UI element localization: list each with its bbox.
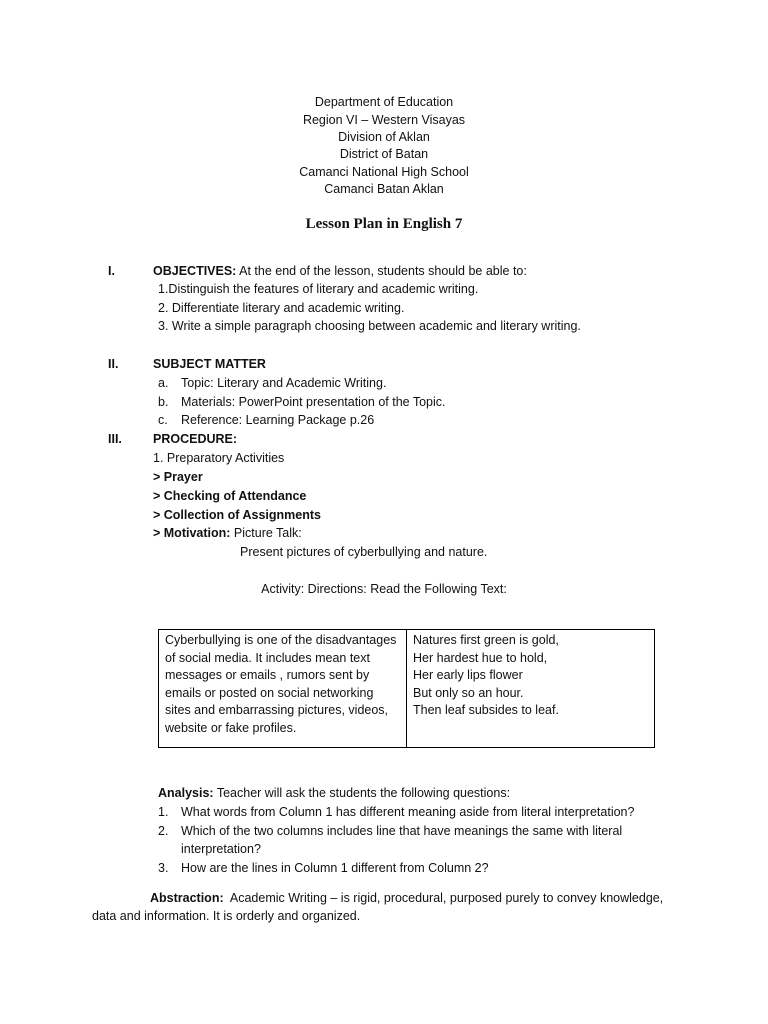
question-text: Which of the two columns includes line that have meanings the same with literal — [181, 824, 623, 838]
subject-item-marker: c. — [158, 413, 168, 427]
header-school: Camanci National High School — [299, 165, 469, 179]
abstraction-text-continued: data and information. It is orderly and organized. — [92, 909, 361, 923]
analysis-heading — [158, 787, 510, 800]
objective-item: 2. Differentiate literary and academic writing. — [158, 301, 405, 315]
subject-matter-numeral: II. — [108, 357, 119, 371]
preparatory-activities: 1. Preparatory Activities — [153, 451, 285, 465]
question-text: What words from Column 1 has different meaning aside from literal interpretation? — [181, 805, 635, 819]
objectives-label: OBJECTIVES: — [153, 264, 237, 278]
objectives-intro: At the end of the lesson, students should be able to: — [236, 264, 527, 278]
question-text: How are the lines in Column 1 different from Column 2? — [181, 861, 489, 875]
procedure-step-prayer: > Prayer — [153, 470, 203, 484]
subject-item-marker: a. — [158, 376, 169, 390]
motivation-text: Picture Talk: — [230, 526, 302, 540]
subject-item-topic: Topic: Literary and Academic Writing. — [181, 376, 387, 390]
table-line: Her early lips flower — [413, 668, 523, 682]
abstraction-paragraph — [150, 892, 663, 905]
page-title: Lesson Plan in English 7 — [305, 216, 463, 232]
activity-directions: Activity: Directions: Read the Following Text: — [261, 582, 507, 596]
abstraction-text: Academic Writing – is rigid, procedural, purposed purely to convey knowledge, — [223, 891, 664, 905]
question-text-continued: interpretation? — [181, 842, 261, 856]
procedure-step-motivation — [153, 527, 302, 540]
table-line: Natures first green is gold, — [413, 633, 559, 647]
procedure-heading: PROCEDURE: — [153, 432, 238, 446]
analysis-label: Analysis: — [158, 786, 214, 800]
procedure-step-attendance: > Checking of Attendance — [153, 489, 307, 503]
motivation-detail: Present pictures of cyberbullying and nature. — [240, 545, 488, 559]
analysis-intro: Teacher will ask the students the following questions: — [213, 786, 511, 800]
subject-matter-heading: SUBJECT MATTER — [153, 357, 266, 371]
header-department: Department of Education — [314, 95, 454, 109]
subject-item-reference: Reference: Learning Package p.26 — [181, 413, 375, 427]
table-line: Cyberbullying is one of the disadvantages — [165, 633, 397, 647]
procedure-step-assignments: > Collection of Assignments — [153, 508, 321, 522]
table-line: Her hardest hue to hold, — [413, 650, 548, 665]
table-line: But only so an hour. — [413, 685, 524, 700]
motivation-label: > Motivation: — [153, 526, 231, 540]
objective-item: 1.Distinguish the features of literary and academic writing. — [158, 282, 479, 296]
header-address: Camanci Batan Aklan — [324, 182, 444, 196]
table-line: website or fake profiles. — [165, 720, 297, 735]
table-line: of social media. It includes mean text — [165, 650, 370, 665]
objectives-heading — [153, 265, 527, 278]
objective-item: 3. Write a simple paragraph choosing between academic and literary writing. — [158, 319, 581, 333]
table-line: emails or posted on social networking — [165, 685, 374, 700]
question-number: 2. — [158, 824, 169, 838]
table-column-1 — [159, 630, 407, 747]
activity-text-table — [158, 629, 655, 748]
question-number: 1. — [158, 805, 169, 819]
procedure-numeral: III. — [108, 432, 122, 446]
table-line: Then leaf subsides to leaf. — [413, 703, 559, 717]
objectives-numeral: I. — [108, 264, 115, 278]
table-line: sites and embarrassing pictures, videos, — [165, 703, 389, 717]
table-line: messages or emails , rumors sent by — [165, 668, 370, 682]
subject-item-marker: b. — [158, 395, 169, 409]
header-region: Region VI – Western Visayas — [302, 113, 466, 127]
header-district: District of Batan — [339, 147, 429, 161]
abstraction-label: Abstraction: — [150, 891, 224, 905]
table-column-2 — [407, 630, 654, 747]
header-division: Division of Aklan — [338, 130, 430, 144]
subject-item-materials: Materials: PowerPoint presentation of the Topic. — [181, 395, 446, 409]
question-number: 3. — [158, 861, 169, 875]
